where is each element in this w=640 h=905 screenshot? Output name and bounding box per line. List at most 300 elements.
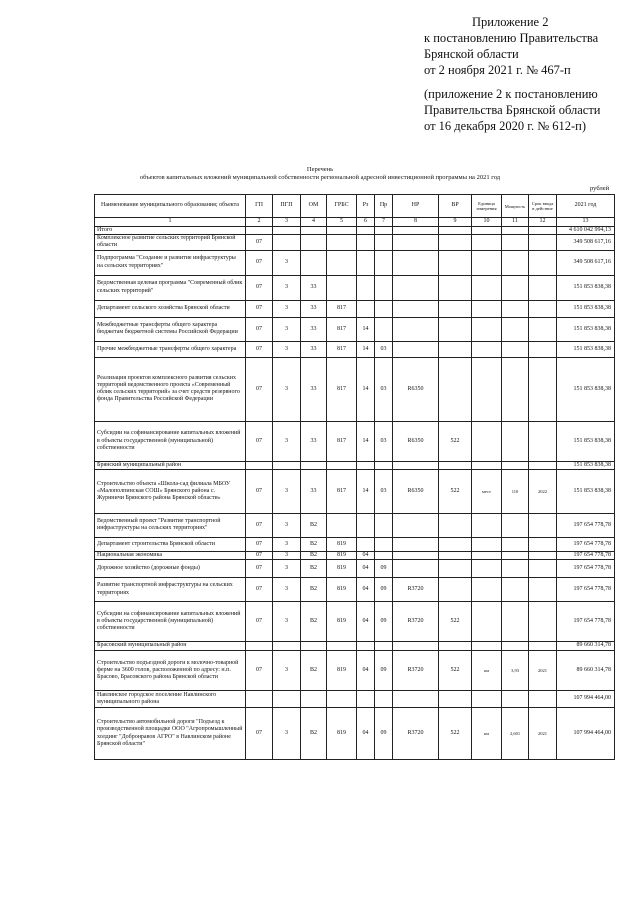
cell-pr [375,300,393,317]
cell-vr: 522 [439,708,472,760]
cell-grbs [327,461,357,469]
cell-sum: 197 654 778,78 [557,513,615,537]
cell-gp: 07 [246,275,273,300]
col-header-nr: НР [393,195,439,218]
cell-pr [375,513,393,537]
cell-year [529,300,557,317]
cell-rz: 04 [357,708,375,760]
table-row [95,469,615,513]
table-row [95,300,615,317]
col-number: 12 [529,218,557,227]
cell-name: Брянский муниципальный район [95,461,246,469]
cell-sum: 4 610 042 994,13 [557,227,615,235]
cell-gp: 07 [246,602,273,642]
cell-grbs: 817 [327,300,357,317]
cell-pr [375,250,393,275]
col-number: 13 [557,218,615,227]
cell-vr [439,551,472,559]
cell-sum: 197 654 778,78 [557,537,615,551]
col-number: 9 [439,218,472,227]
cell-year [529,513,557,537]
cell-om: В2 [301,651,327,691]
column-number-row [95,218,615,227]
cell-vr: 522 [439,651,472,691]
cell-unit [472,300,502,317]
cell-nr [393,551,439,559]
cell-sum: 349 508 617,16 [557,235,615,250]
cell-year [529,341,557,357]
cell-om: 33 [301,317,327,341]
cell-gp: 07 [246,651,273,691]
cell-unit [472,275,502,300]
cell-gp [246,691,273,708]
cell-om [301,691,327,708]
cell-name: Строительство подъездной дороги к молочно-товарной ферме на 3600 голов, расположенной по адресу: н.п. Брасово, Брасовского района Брянской области [95,651,246,691]
col-header-pr: Пр [375,195,393,218]
cell-sum: 349 508 617,16 [557,250,615,275]
cell-pr: 03 [375,341,393,357]
cell-name: Комплексное развитие сельских территорий Брянской области [95,235,246,250]
cell-gp [246,642,273,651]
col-header-pgp: ПГП [273,195,301,218]
cell-pgp: 3 [273,275,301,300]
cell-year [529,602,557,642]
col-header-unit: Единица измерения [472,195,502,218]
cell-sum: 197 654 778,78 [557,551,615,559]
table-row [95,461,615,469]
cell-grbs: 819 [327,651,357,691]
cell-power [502,357,529,421]
cell-year [529,461,557,469]
cell-rz [357,691,375,708]
table-row [95,357,615,421]
cell-pgp: 3 [273,317,301,341]
cell-rz [357,537,375,551]
cell-rz [357,235,375,250]
cell-gp: 07 [246,250,273,275]
cell-om: 33 [301,357,327,421]
cell-pgp: 3 [273,560,301,578]
cell-sum: 89 660 314,78 [557,651,615,691]
cell-unit [472,560,502,578]
table-row [95,235,615,250]
cell-sum: 151 853 838,38 [557,461,615,469]
cell-pgp: 3 [273,651,301,691]
cell-grbs: 817 [327,357,357,421]
cell-vr [439,227,472,235]
cell-om: 33 [301,275,327,300]
cell-grbs: 817 [327,317,357,341]
cell-pr: 09 [375,560,393,578]
cell-pgp: 3 [273,357,301,421]
cell-gp: 07 [246,317,273,341]
cell-grbs: 817 [327,341,357,357]
cell-nr: R3720 [393,602,439,642]
cell-om: 33 [301,469,327,513]
col-number: 6 [357,218,375,227]
cell-name: Субсидии на софинансирование капитальных вложений в объекты государственной (муниципальной) собственности [95,421,246,461]
cell-gp: 07 [246,513,273,537]
cell-power [502,560,529,578]
cell-vr [439,578,472,602]
cell-rz [357,461,375,469]
table-row [95,642,615,651]
cell-rz: 14 [357,317,375,341]
col-header-grbs: ГРБС [327,195,357,218]
appendix-region: Брянской области [424,47,519,61]
cell-power [502,602,529,642]
cell-unit [472,537,502,551]
cell-pr [375,691,393,708]
cell-year [529,227,557,235]
document-title [40,166,600,182]
cell-name: Ведомственная целевая программа "Современный облик сельских территорий" [95,275,246,300]
cell-unit [472,357,502,421]
cell-nr [393,317,439,341]
cell-rz [357,275,375,300]
cell-nr [393,691,439,708]
table-row [95,602,615,642]
cell-pgp: 3 [273,537,301,551]
table-row [95,250,615,275]
table-row [95,691,615,708]
cell-nr [393,235,439,250]
cell-sum: 151 853 838,38 [557,341,615,357]
table-row [95,317,615,341]
cell-name: Развитие транспортной инфраструктуры на сельских территориях [95,578,246,602]
cell-vr [439,461,472,469]
cell-year [529,537,557,551]
cell-om [301,250,327,275]
cell-pr: 03 [375,357,393,421]
cell-year [529,317,557,341]
cell-nr [393,537,439,551]
cell-name: Реализация проектов комплексного развития сельских территорий ведомственного проекта «Современный облик сельских территорий» за счет средств резервного фонда Правительства Российской Федерации [95,357,246,421]
cell-pgp: 3 [273,469,301,513]
col-header-name: Наименование муниципального образования; объекта [95,195,246,218]
cell-year [529,642,557,651]
cell-power [502,691,529,708]
cell-unit [472,691,502,708]
cell-year [529,235,557,250]
cell-om: 33 [301,300,327,317]
cell-power [502,642,529,651]
cell-pgp [273,642,301,651]
cell-pr [375,317,393,341]
appendix-header [424,14,634,78]
cell-vr [439,235,472,250]
cell-pgp: 3 [273,300,301,317]
objects-table [94,194,615,760]
cell-grbs: 817 [327,469,357,513]
col-number: 7 [375,218,393,227]
cell-sum: 151 853 838,38 [557,357,615,421]
cell-vr [439,537,472,551]
cell-nr [393,227,439,235]
cell-power [502,300,529,317]
previous-note-line-1: (приложение 2 к постановлению [424,87,598,101]
cell-rz: 14 [357,469,375,513]
col-header-year: Срок ввода в действие [529,195,557,218]
cell-sum: 151 853 838,38 [557,317,615,341]
cell-grbs [327,275,357,300]
cell-power [502,513,529,537]
cell-grbs: 819 [327,708,357,760]
cell-name: Брасовский муниципальный район [95,642,246,651]
cell-power [502,275,529,300]
col-header-power: Мощность [502,195,529,218]
cell-rz [357,227,375,235]
table-row [95,537,615,551]
cell-year [529,357,557,421]
cell-power [502,578,529,602]
cell-gp [246,227,273,235]
cell-unit [472,341,502,357]
cell-year [529,421,557,461]
cell-nr: R3720 [393,651,439,691]
cell-gp: 07 [246,235,273,250]
cell-name: Межбюджетные трансферты общего характера бюджетам бюджетной системы Российской Федерации [95,317,246,341]
cell-unit: км [472,708,502,760]
title-line-2: объектов капитальных вложений муниципальной собственности региональной адресной инвестиционной программы на 2021 год [139,174,501,181]
cell-name: Департамент сельского хозяйства Брянской области [95,300,246,317]
cell-vr [439,513,472,537]
cell-nr [393,275,439,300]
cell-vr [439,691,472,708]
cell-gp: 07 [246,560,273,578]
cell-year: 2021 [529,708,557,760]
previous-note-line-3: от 16 декабря 2020 г. № 612-п) [424,119,587,133]
cell-year [529,551,557,559]
cell-name: Национальная экономика [95,551,246,559]
cell-vr: 522 [439,421,472,461]
cell-sum: 197 654 778,78 [557,602,615,642]
cell-year: 2022 [529,469,557,513]
cell-sum: 151 853 838,38 [557,275,615,300]
cell-gp: 07 [246,551,273,559]
cell-sum: 197 654 778,78 [557,578,615,602]
col-header-vr: ВР [439,195,472,218]
cell-year [529,578,557,602]
cell-sum: 151 853 838,38 [557,300,615,317]
cell-om: В2 [301,578,327,602]
cell-grbs [327,691,357,708]
cell-unit [472,421,502,461]
cell-pr [375,275,393,300]
cell-power: 110 [502,469,529,513]
cell-pgp: 3 [273,421,301,461]
cell-pr [375,642,393,651]
table-row [95,551,615,559]
cell-gp: 07 [246,578,273,602]
cell-sum: 107 994 464,00 [557,708,615,760]
cell-nr [393,560,439,578]
cell-pr [375,227,393,235]
table-row [95,341,615,357]
col-number: 10 [472,218,502,227]
cell-rz [357,250,375,275]
title-line-1: Перечень [306,166,334,173]
cell-year [529,560,557,578]
cell-nr [393,300,439,317]
cell-pr [375,551,393,559]
cell-rz [357,513,375,537]
cell-grbs [327,235,357,250]
cell-sum: 107 994 464,00 [557,691,615,708]
cell-name: Субсидии на софинансирование капитальных вложений в объекты государственной (муниципальной) собственности [95,602,246,642]
units-label: рублей [590,185,610,192]
cell-grbs: 819 [327,560,357,578]
cell-vr [439,275,472,300]
cell-grbs: 819 [327,537,357,551]
cell-vr: 522 [439,469,472,513]
cell-name: Строительство объекта «Школа-сад филиала МБОУ «Малополпинская СОШ» Брянского района с. Журиничи Брянского района Брянской области» [95,469,246,513]
cell-nr [393,461,439,469]
cell-rz [357,300,375,317]
cell-vr [439,560,472,578]
cell-rz: 14 [357,421,375,461]
cell-grbs: 819 [327,551,357,559]
cell-pr: 03 [375,469,393,513]
cell-sum: 89 660 314,78 [557,642,615,651]
cell-gp: 07 [246,708,273,760]
col-number: 5 [327,218,357,227]
cell-pgp [273,227,301,235]
cell-gp: 07 [246,469,273,513]
cell-pgp: 3 [273,708,301,760]
cell-pr [375,235,393,250]
cell-power [502,551,529,559]
cell-unit: мест [472,469,502,513]
cell-pgp: 3 [273,513,301,537]
cell-rz: 04 [357,551,375,559]
cell-grbs [327,513,357,537]
previous-appendix-note [424,86,634,134]
cell-vr [439,250,472,275]
cell-gp: 07 [246,300,273,317]
cell-name: Итого [95,227,246,235]
cell-pgp: 3 [273,341,301,357]
cell-sum: 151 853 838,38 [557,469,615,513]
cell-unit [472,235,502,250]
cell-om [301,642,327,651]
cell-gp: 07 [246,357,273,421]
cell-om: В2 [301,513,327,537]
previous-note-line-2: Правительства Брянской области [424,103,601,117]
cell-rz: 04 [357,602,375,642]
cell-rz: 04 [357,651,375,691]
cell-unit [472,642,502,651]
cell-om [301,461,327,469]
cell-power: 2,601 [502,708,529,760]
cell-om [301,227,327,235]
cell-gp [246,461,273,469]
cell-year [529,691,557,708]
cell-grbs [327,250,357,275]
cell-nr: R6350 [393,421,439,461]
cell-vr: 522 [439,602,472,642]
cell-pr: 09 [375,602,393,642]
cell-pgp [273,691,301,708]
cell-sum: 197 654 778,78 [557,560,615,578]
cell-power [502,235,529,250]
cell-rz: 14 [357,357,375,421]
cell-om: В2 [301,602,327,642]
appendix-date: от 2 ноября 2021 г. № 467-п [424,63,571,77]
cell-name: Прочие межбюджетные трансферты общего характера [95,341,246,357]
col-header-rz: Рз [357,195,375,218]
cell-grbs: 817 [327,421,357,461]
cell-vr [439,642,472,651]
cell-nr: R6350 [393,469,439,513]
cell-pr: 09 [375,578,393,602]
cell-om [301,235,327,250]
col-number: 3 [273,218,301,227]
cell-unit [472,551,502,559]
cell-rz: 14 [357,341,375,357]
cell-om: В2 [301,560,327,578]
cell-unit [472,578,502,602]
col-number: 2 [246,218,273,227]
cell-om: В2 [301,537,327,551]
cell-name: Строительство автомобильной дороги "Подъезд к производственной площадке ООО "Агропромышленный холдинг "Добронравов АГРО" в Навлинском районе Брянской области" [95,708,246,760]
cell-om: 33 [301,421,327,461]
cell-pr [375,537,393,551]
table-row [95,560,615,578]
col-header-sum: 2021 год [557,195,615,218]
cell-power [502,317,529,341]
cell-power [502,227,529,235]
cell-pr [375,461,393,469]
cell-rz [357,642,375,651]
cell-nr [393,642,439,651]
table-row [95,708,615,760]
cell-unit [472,461,502,469]
cell-year: 2021 [529,651,557,691]
cell-grbs: 819 [327,578,357,602]
cell-name: Департамент строительства Брянской области [95,537,246,551]
col-header-gp: ГП [246,195,273,218]
appendix-resolution: к постановлению Правительства [424,31,599,45]
cell-sum: 151 853 838,38 [557,421,615,461]
col-number: 1 [95,218,246,227]
cell-pgp [273,235,301,250]
col-number: 8 [393,218,439,227]
cell-vr [439,357,472,421]
col-header-om: ОМ [301,195,327,218]
cell-om: В2 [301,708,327,760]
table-row [95,651,615,691]
cell-unit [472,250,502,275]
cell-nr: R3720 [393,578,439,602]
cell-nr [393,250,439,275]
cell-pr: 09 [375,651,393,691]
cell-rz: 04 [357,578,375,602]
cell-pgp: 3 [273,602,301,642]
cell-power: 3,93 [502,651,529,691]
cell-nr [393,341,439,357]
table-row [95,421,615,461]
table-row [95,578,615,602]
cell-unit [472,317,502,341]
cell-year [529,250,557,275]
table-row [95,513,615,537]
cell-vr [439,341,472,357]
table-row [95,227,615,235]
cell-pgp: 3 [273,250,301,275]
cell-pgp: 3 [273,551,301,559]
cell-nr: R3720 [393,708,439,760]
